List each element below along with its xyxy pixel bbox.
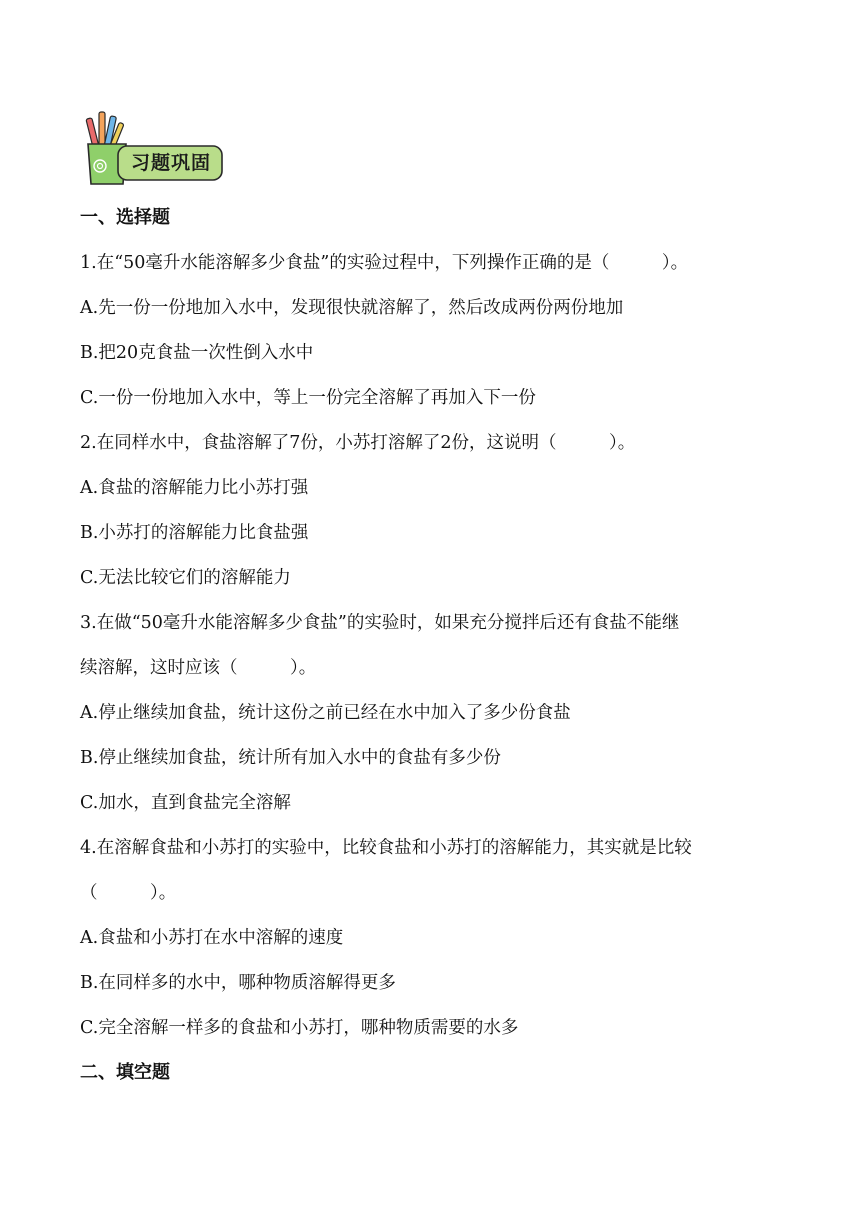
question-3-stem-line-2: 续溶解，这时应该（ ）。 <box>80 658 317 678</box>
exercise-badge <box>84 110 224 188</box>
section-heading-choice: 一、选择题 <box>80 207 170 228</box>
question-2-option-b: B.小苏打的溶解能力比食盐强 <box>80 523 309 543</box>
question-4-stem-line-1: 4.在溶解食盐和小苏打的实验中，比较食盐和小苏打的溶解能力，其实就是比较 <box>80 838 692 858</box>
question-3-option-b: B.停止继续加食盐，统计所有加入水中的食盐有多少份 <box>80 748 501 768</box>
badge-label: 习题巩固 <box>130 152 211 174</box>
question-4-option-a: A.食盐和小苏打在水中溶解的速度 <box>80 928 344 948</box>
question-1-option-a: A.先一份一份地加入水中，发现很快就溶解了，然后改成两份两份地加 <box>80 298 624 318</box>
question-4-option-c: C.完全溶解一样多的食盐和小苏打，哪种物质需要的水多 <box>80 1018 519 1038</box>
question-2-option-c: C.无法比较它们的溶解能力 <box>80 568 291 588</box>
question-1-option-b: B.把20克食盐一次性倒入水中 <box>80 343 314 363</box>
question-3-option-c: C.加水，直到食盐完全溶解 <box>80 793 291 813</box>
question-4-option-b: B.在同样多的水中，哪种物质溶解得更多 <box>80 973 396 993</box>
question-3-option-a: A.停止继续加食盐，统计这份之前已经在水中加入了多少份食盐 <box>80 703 571 723</box>
question-2-stem: 2.在同样水中，食盐溶解了7份，小苏打溶解了2份，这说明（ ）。 <box>80 433 636 453</box>
question-2-option-a: A.食盐的溶解能力比小苏打强 <box>80 478 309 498</box>
question-3-stem-line-1: 3.在做“50毫升水能溶解多少食盐”的实验时，如果充分搅拌后还有食盐不能继 <box>80 613 680 633</box>
question-4-stem-line-2: （ ）。 <box>80 883 177 903</box>
question-1-option-c: C.一份一份地加入水中，等上一份完全溶解了再加入下一份 <box>80 388 536 408</box>
section-heading-fill-blank: 二、填空题 <box>80 1062 170 1083</box>
question-1-stem: 1.在“50毫升水能溶解多少食盐”的实验过程中，下列操作正确的是（ ）。 <box>80 253 689 273</box>
